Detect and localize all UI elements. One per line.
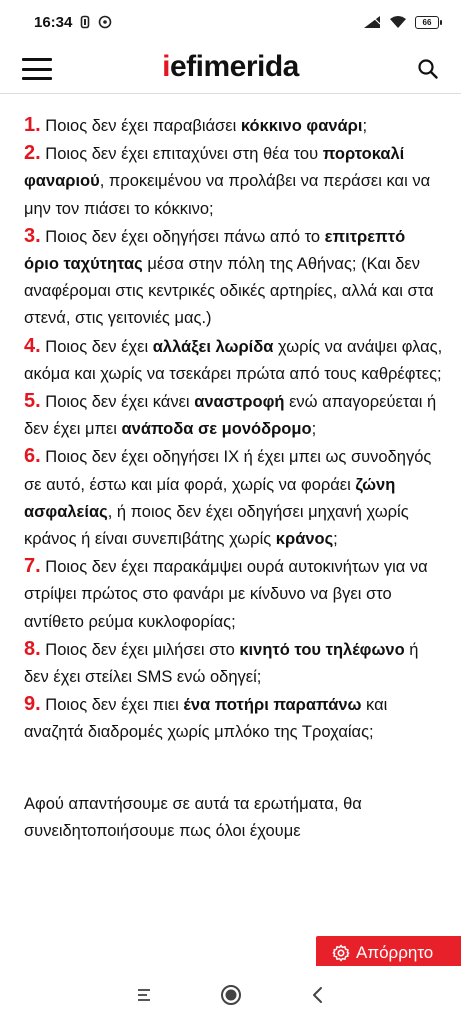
- wifi-icon: [389, 15, 407, 29]
- logo-text: efimerida: [169, 50, 299, 83]
- question-item: [24, 553, 444, 636]
- question-text: Ποιος δεν έχει: [40, 337, 153, 356]
- notification-icon: [80, 15, 90, 29]
- circle-status-icon: [98, 15, 112, 29]
- question-text: Ποιος δεν έχει παραβιάσει: [40, 117, 241, 135]
- battery-level: 66: [422, 17, 432, 27]
- question-number: 5.: [24, 390, 41, 413]
- question-item: [24, 636, 444, 691]
- status-bar: [0, 0, 461, 44]
- site-header: [0, 44, 461, 94]
- question-text: Ποιος δεν έχει οδηγήσει πάνω από το: [40, 227, 325, 246]
- question-item: [24, 140, 444, 223]
- question-text: , ή ποιος δεν έχει οδηγήσει μηχανή χωρίς κράνος ή είναι συνεπιβάτης χωρίς: [24, 502, 409, 549]
- closing-paragraph: Αφού απαντήσουμε σε αυτά τα ερωτήματα, θα συνειδητοποιήσουμε πως όλοι έχουμε: [24, 794, 362, 840]
- question-number: 3.: [24, 224, 41, 247]
- question-text: μέσα στην πόλη της Αθήνας; (Και δεν αναφέρομαι στις κεντρικές οδικές αρτηρίες, αλλά και στα στενά, στις γειτονιές μας.): [24, 255, 434, 328]
- cellular-signal-icon: [363, 15, 381, 29]
- question-text: ;: [311, 420, 317, 439]
- question-emphasis: αναστροφή: [194, 393, 285, 412]
- question-text: ;: [333, 530, 338, 549]
- question-text: Ποιος δεν έχει κάνει: [40, 393, 195, 412]
- question-item: [24, 388, 444, 443]
- question-emphasis: ένα ποτήρι παραπάνω: [183, 696, 362, 715]
- question-number: 8.: [24, 637, 41, 660]
- gear-icon: [332, 944, 350, 962]
- logo-accent: i: [162, 50, 170, 83]
- system-nav-bar: [0, 966, 461, 1024]
- question-emphasis: ανάποδα σε μονόδρομο: [121, 420, 312, 439]
- question-text: ενώ απαγορεύεται ή δεν έχει μπει: [24, 393, 437, 439]
- question-item: [24, 223, 444, 333]
- status-time: 16:34: [34, 13, 73, 31]
- question-item: [24, 333, 444, 388]
- recent-apps-icon[interactable]: [124, 975, 164, 1015]
- question-number: 9.: [24, 693, 41, 716]
- question-text: Ποιος δεν έχει παρακάμψει ουρά αυτοκινήτων για να στρίψει πρώτος στο φανάρι με κίνδυνο να βγει στο αντίθετο ρεύμα κυκλοφορίας;: [24, 558, 428, 631]
- article-body: [24, 112, 444, 845]
- question-text: , προκειμένου να προλάβει να περάσει και να μην τον πιάσει το κόκκινο;: [24, 172, 431, 218]
- question-text: ή δεν έχει στείλει SMS ενώ οδηγεί;: [24, 640, 419, 687]
- battery-icon: [415, 16, 439, 29]
- question-text: και αναζητά διαδρομές χωρίς μπλόκο της Τροχαίας;: [24, 696, 388, 742]
- question-text: Ποιος δεν έχει επιταχύνει στη θέα του: [40, 145, 323, 164]
- question-text: Ποιος δεν έχει πιει: [40, 696, 184, 715]
- site-logo[interactable]: [0, 50, 461, 84]
- question-emphasis: κράνος: [275, 530, 334, 549]
- question-emphasis: ζώνη ασφαλείας: [24, 475, 396, 521]
- question-text: Ποιος δεν έχει οδηγήσει ΙΧ ή έχει μπει ως συνοδηγός σε αυτό, έστω και μία φορά, χωρίς να φοράει: [24, 448, 432, 494]
- question-list: [24, 112, 444, 747]
- privacy-button[interactable]: [316, 936, 461, 970]
- search-icon[interactable]: [417, 58, 439, 80]
- question-emphasis: κινητό του τηλέφωνο: [239, 640, 405, 659]
- question-text: Ποιος δεν έχει μιλήσει στο: [40, 640, 240, 659]
- home-icon[interactable]: [211, 975, 251, 1015]
- question-text: ;: [362, 117, 368, 135]
- question-number: 7.: [24, 555, 41, 578]
- privacy-label: Απόρρητο: [356, 943, 434, 962]
- question-emphasis: κόκκινο φανάρι: [240, 117, 363, 135]
- question-emphasis: αλλάξει λωρίδα: [152, 337, 274, 356]
- question-number: 2.: [24, 142, 41, 165]
- question-emphasis: πορτοκαλί φαναριού: [24, 145, 405, 191]
- question-text: χωρίς να ανάψει φλας, ακόμα και χωρίς να τσεκάρει πρώτα από τους καθρέφτες;: [24, 337, 443, 383]
- question-item: [24, 112, 444, 140]
- question-number: 6.: [24, 445, 41, 468]
- question-item: [24, 691, 444, 746]
- question-emphasis: επιτρεπτό όριο ταχύτητας: [24, 227, 406, 274]
- question-item: [24, 443, 444, 553]
- question-number: 4.: [24, 334, 41, 357]
- question-number: 1.: [24, 114, 41, 136]
- back-icon[interactable]: [298, 975, 338, 1015]
